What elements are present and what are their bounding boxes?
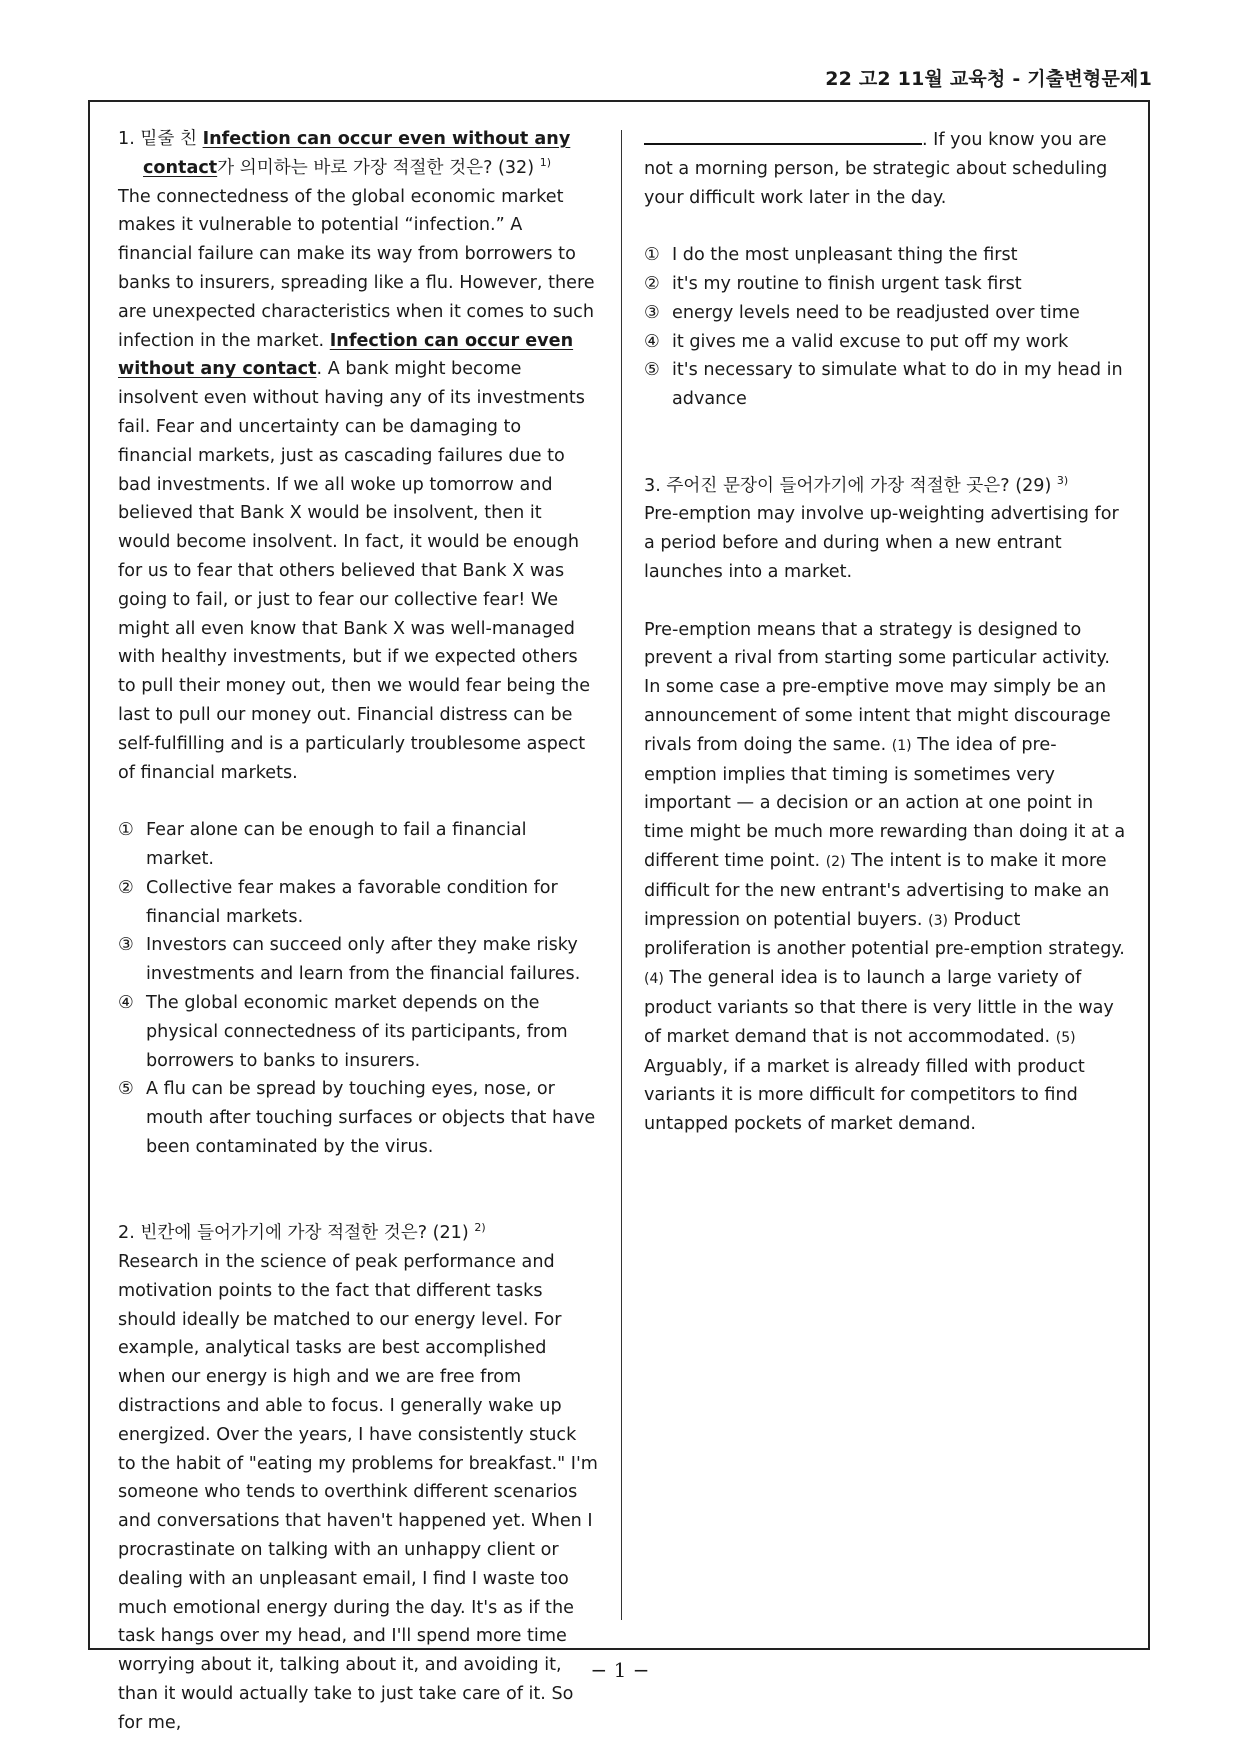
question-1-option-4[interactable] (118, 989, 598, 1075)
question-2-passage-start: Research in the science of peak performance and motivation points to the fact that different tasks should ideally be matched to our energy level. For example, analytical tasks are best accomplished when our energy is high and we are free from distractions and able to focus. I generally wake up energized. Over the years, I have consistently stuck to the habit of "eating my problems for breakfast." I'm someone who tends to overthink different scenarios and conversations that haven't happened yet. When I procrastinate on talking with an unhappy client or dealing with an unpleasant email, I find I waste too much emotional energy during the day. It's as if the task hangs over my head, and I'll spend more time worrying about it, talking about it, and avoiding it, than it would actually take to just take care of it. So for me, (118, 1252, 598, 1733)
option-mark: ⑤ (118, 1079, 134, 1100)
insertion-marker-2[interactable]: (2) (825, 853, 846, 870)
question-3-number: 3. (644, 475, 661, 496)
question-2-option-1[interactable] (644, 241, 1126, 270)
question-2-option-4[interactable] (644, 328, 1126, 357)
question-3-passage-part-6: Arguably, if a market is already filled with product variants it is more difficult for competitors to find untapped pockets of market demand. (644, 1056, 1085, 1135)
spacer (118, 1162, 598, 1220)
option-mark: ③ (644, 302, 660, 323)
question-3-title (644, 472, 1126, 501)
question-3-passage-part-2: The idea of pre-emption implies that timing is sometimes very important — a decision or an action at one point in time might be much more rewarding than doing it at a different time point. (644, 734, 1126, 871)
question-1-underline-a: Infection can occur even without any (202, 129, 571, 149)
question-1-passage (118, 183, 598, 788)
question-3-prompt: 주어진 문장이 들어가기에 가장 적절한 곳은? (29) (666, 475, 1052, 496)
question-2-prompt: 빈칸에 들어가기에 가장 적절한 것은? (21) (140, 1223, 469, 1244)
question-1-prompt-suffix: 가 의미하는 바로 가장 적절한 것은? (32) (217, 157, 535, 178)
question-1-title (118, 125, 598, 183)
option-mark: ③ (118, 935, 134, 956)
page-number: − 1 − (590, 1658, 650, 1682)
footnote-marker-3: 3) (1056, 473, 1069, 487)
question-3-given-sentence: Pre-emption may involve up-weighting advertising for a period before and during when a new entrant launches into a market. (644, 504, 1119, 582)
question-2-option-3[interactable] (644, 299, 1126, 328)
question-2-number: 2. (118, 1223, 135, 1244)
question-2-option-5[interactable] (644, 356, 1126, 414)
question-2-title (118, 1219, 598, 1248)
option-text: it's my routine to finish urgent task first (672, 273, 1022, 294)
question-3-passage (644, 616, 1126, 1139)
question-1-number: 1. (118, 129, 135, 149)
question-1-passage-part-1: The connectedness of the global economic market makes it vulnerable to potential “infection.” A financial failure can make its way from borrowers to banks to insurers, spreading like a flu. However, there are unexpected characteristics when it comes to such infection in the market. (118, 186, 595, 351)
question-3-passage-part-3: The intent is to make it more difficult for the new entrant's advertising to make an impression on potential buyers. (644, 850, 1110, 930)
question-1-prompt-prefix: 밑줄 친 (140, 129, 197, 149)
option-text: it gives me a valid excuse to put off my work (672, 331, 1069, 352)
question-1-passage-underline: Infection can occur even without any contact (118, 330, 574, 380)
option-mark: ② (644, 273, 660, 294)
option-text: Collective fear makes a favorable condition for financial markets. (146, 877, 558, 927)
answer-blank (644, 125, 922, 145)
option-mark: ① (118, 820, 134, 841)
question-1-option-1[interactable] (118, 816, 598, 874)
option-text: The global economic market depends on the physical connectedness of its participants, from borrowers to banks to insurers. (146, 992, 568, 1071)
column-divider (621, 130, 622, 1620)
option-text: Fear alone can be enough to fail a financial market. (146, 820, 527, 869)
footnote-marker-1: 1) (539, 155, 552, 169)
question-3 (644, 472, 1126, 1139)
question-1-underline-b: contact (143, 157, 218, 178)
option-mark: ④ (644, 331, 660, 352)
spacer (118, 787, 598, 816)
option-mark: ② (118, 877, 134, 898)
spacer (644, 212, 1126, 241)
spacer (644, 587, 1126, 616)
question-2-continued (644, 125, 1126, 414)
option-mark: ④ (118, 992, 134, 1013)
question-3-passage-part-1: Pre-emption means that a strategy is designed to prevent a rival from starting some particular activity. In some case a pre-emptive move may simply be an announcement of some intent that might discourage rivals from doing the same. (644, 619, 1111, 755)
question-3-passage-part-4: Product proliferation is another potential pre-emption strategy. (644, 909, 1125, 960)
footnote-marker-2: 2) (474, 1221, 486, 1235)
question-2-option-2[interactable] (644, 270, 1126, 299)
question-1-passage-part-2: . A bank might become insolvent even without having any of its investments fail. Fear and uncertainty can be damaging to financial markets, just as cascading failures due to bad investments. If we all woke up tomorrow and believed that Bank X would be insolvent, then it would become insolvent. In fact, it would be enough for us to fear that others believed that Bank X was going to fail, or just to fear our collective fear! We might all even know that Bank X was well-managed with healthy investments, but if we expected others to pull their money out, then we would fear being the last to pull our money out. Financial distress can be self-fulfilling and is a particularly troublesome aspect of financial markets. (118, 359, 591, 783)
option-text: it's necessary to simulate what to do in my head in advance (672, 360, 1123, 410)
page-header: 22 고2 11월 교육청 - 기출변형문제1 (825, 68, 1152, 90)
question-1-option-5[interactable] (118, 1075, 598, 1161)
question-2-options (644, 241, 1126, 414)
option-text: Investors can succeed only after they make risky investments and learn from the financial failures. (146, 935, 581, 985)
insertion-marker-1[interactable]: (1) (891, 737, 912, 754)
insertion-marker-4[interactable]: (4) (644, 971, 664, 988)
spacer (644, 414, 1126, 472)
question-1-option-3[interactable] (118, 931, 598, 989)
question-2-passage-end (644, 125, 1126, 212)
right-column (644, 125, 1126, 1139)
question-1-option-2[interactable] (118, 874, 598, 932)
question-1-options (118, 816, 598, 1162)
option-text: A flu can be spread by touching eyes, nose, or mouth after touching surfaces or objects that have been contaminated by the virus. (146, 1079, 596, 1157)
question-1 (118, 125, 598, 1162)
insertion-marker-3[interactable]: (3) (928, 912, 948, 929)
insertion-marker-5[interactable]: (5) (1055, 1029, 1076, 1046)
option-text: I do the most unpleasant thing the first (672, 245, 1018, 266)
left-column (118, 125, 598, 1738)
question-3-passage-part-5: The general idea is to launch a large variety of product variants so that there is very little in the way of market demand that is not accommodated. (644, 968, 1114, 1047)
option-mark: ⑤ (644, 360, 660, 381)
option-mark: ① (644, 245, 660, 266)
question-2-passage-part-2: . If you know you are not a morning person, be strategic about scheduling your difficult work later in the day. (644, 130, 1108, 208)
option-text: energy levels need to be readjusted over time (672, 302, 1080, 323)
